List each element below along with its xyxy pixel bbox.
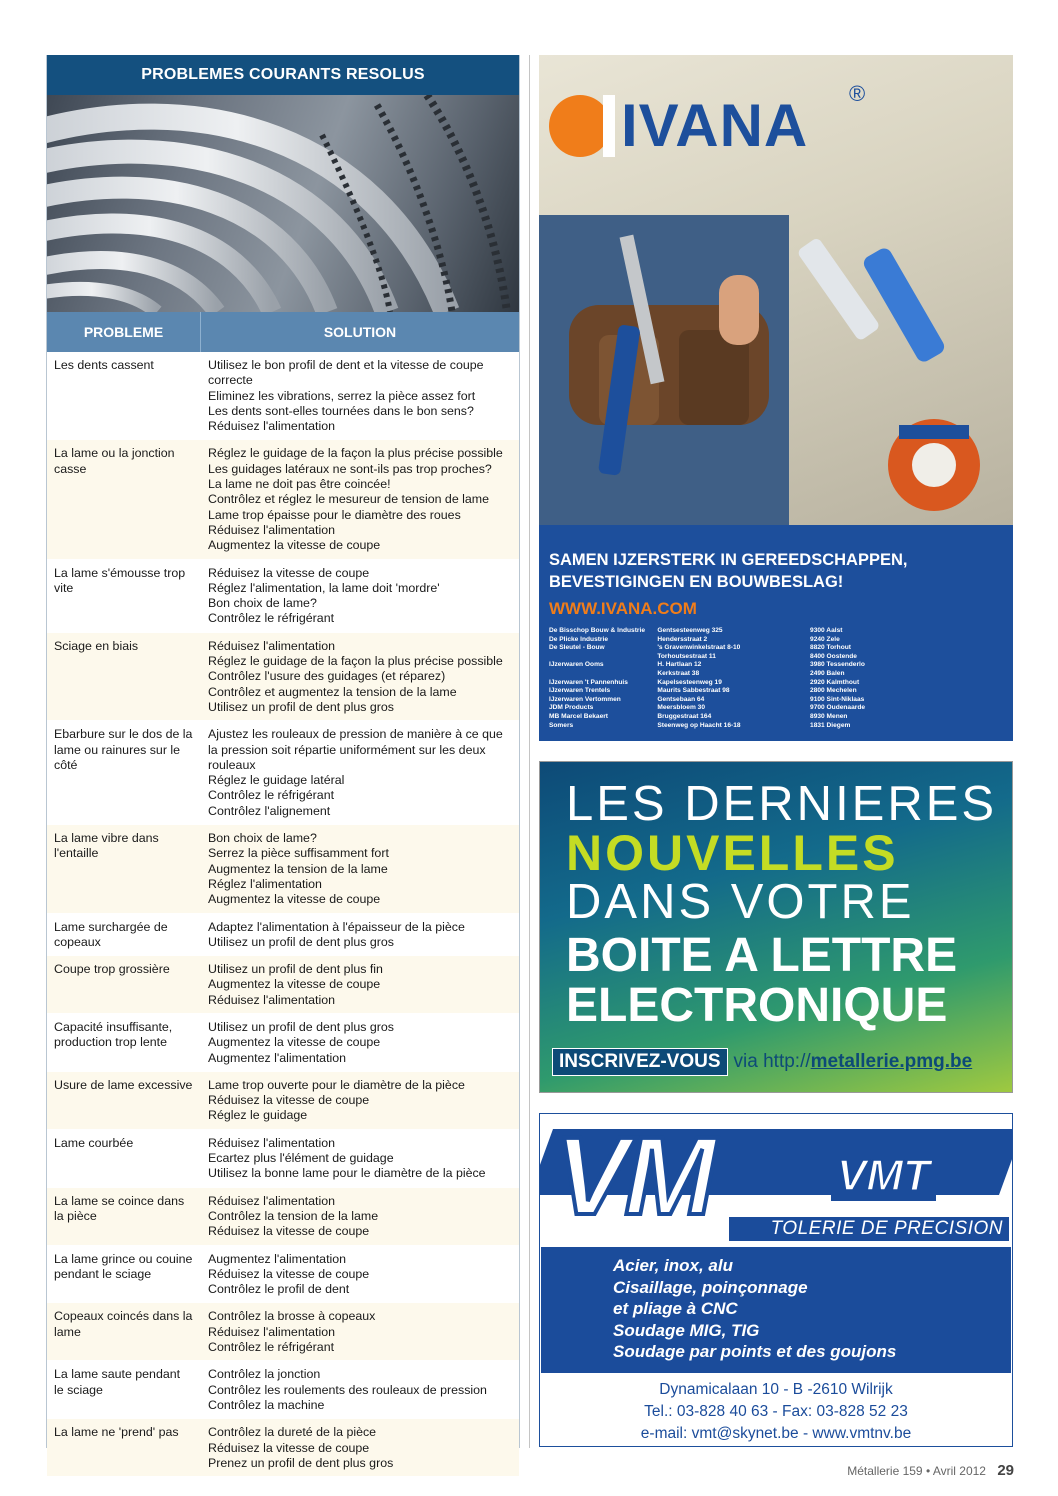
problem-text: la pièce <box>54 1208 97 1223</box>
dealer-name: Somers <box>549 721 574 729</box>
solution-text: Contrôlez le réfrigérant <box>208 611 335 626</box>
solution-text: Utilisez un profil de dent plus gros <box>208 1019 394 1034</box>
solution-text: Augmentez l'alimentation <box>208 1251 347 1266</box>
solution-text: Bon choix de lame? <box>208 831 317 846</box>
solution-text: correcte <box>208 373 253 388</box>
table-row <box>47 956 519 1014</box>
newsletter-signup <box>552 1048 972 1076</box>
dealer-street: Kerkstraat 38 <box>657 669 700 677</box>
problem-text: vite <box>54 580 74 595</box>
ivana-slogan-line-1: SAMEN IJZERSTERK IN GEREEDSCHAPPEN, <box>549 551 908 569</box>
dealer-row <box>549 653 879 662</box>
dealer-street: Steenweg op Haacht 16-18 <box>657 721 741 729</box>
problem-text: La lame s'émousse trop <box>54 565 186 580</box>
solution-text: Réduisez l'alimentation <box>208 638 336 653</box>
ivana-logo-circle-icon <box>549 95 611 157</box>
subscribe-button[interactable]: INSCRIVEZ-VOUS <box>552 1048 728 1076</box>
solution-text: Les guidages latéraux ne sont-ils pas trop proches? <box>208 461 492 476</box>
solution-text: Eliminez les vibrations, serrez la pièce assez fort <box>208 388 476 403</box>
vmt-services <box>541 1247 1011 1373</box>
solution-text: Contrôlez le profil de dent <box>208 1282 350 1297</box>
problem-text: La lame ne 'prend' pas <box>54 1425 179 1440</box>
dealer-city: 8930 Menen <box>810 712 848 720</box>
solution-text: Bon choix de lame? <box>208 596 317 611</box>
vmt-service-line: Soudage MIG, TIG <box>613 1320 760 1340</box>
problem-cell <box>47 639 201 715</box>
solution-text: Réduisez la vitesse de coupe <box>208 1440 370 1455</box>
dealer-street: Kapelsesteenweg 19 <box>657 678 722 686</box>
dealer-row <box>549 627 879 636</box>
solution-text: Réduisez l'alimentation <box>208 1324 336 1339</box>
solution-text: Utilisez le bon profil de dent et la vitesse de coupe <box>208 358 484 372</box>
dealer-name: De Bisschop Bouw & Industrie <box>549 627 645 634</box>
solution-text: Ecartez plus l'élément de guidage <box>208 1151 394 1166</box>
vmt-advertisement <box>539 1113 1013 1447</box>
dealer-name: IJzerwaren 't Pannenhuis <box>549 678 628 686</box>
problem-cell <box>47 358 201 434</box>
table-body <box>47 352 519 1477</box>
solution-cell <box>201 1367 519 1413</box>
problem-text: Ebarbure sur le dos de la <box>54 727 193 742</box>
dealer-street: Torhoutsestraat 11 <box>657 652 716 660</box>
table-header-row <box>47 312 519 352</box>
solution-cell <box>201 831 519 907</box>
vmt-logo-small: VMT <box>831 1151 936 1201</box>
table-row <box>47 914 519 957</box>
problem-text: Sciage en biais <box>54 638 139 653</box>
problem-cell <box>47 920 201 951</box>
solution-text: la pression soit répartie uniformément sur les deux <box>208 742 486 757</box>
blades-illustration <box>47 95 519 312</box>
ivana-advertisement <box>539 55 1013 741</box>
vmt-tagline: TOLERIE DE PRECISION <box>729 1217 1009 1241</box>
ivana-slogan <box>549 549 907 593</box>
solution-text: Adaptez l'alimentation à l'épaisseur de la pièce <box>208 919 465 934</box>
dealer-city: 2490 Balen <box>810 669 845 677</box>
solution-text: Réduisez la vitesse de coupe <box>208 565 370 580</box>
solution-text: Prenez un profil de dent plus gros <box>208 1455 394 1470</box>
problem-cell <box>47 446 201 553</box>
problem-text: copeaux <box>54 934 101 949</box>
solution-cell <box>201 446 519 553</box>
problem-cell <box>47 1367 201 1413</box>
dealer-city: 9240 Zele <box>810 635 840 643</box>
dealer-city: 8820 Torhout <box>810 644 851 652</box>
solution-cell <box>201 1020 519 1066</box>
dealer-street: Hendersstraat 2 <box>657 635 708 643</box>
dealer-city: 2920 Kalmthout <box>810 678 860 686</box>
problem-text: casse <box>54 461 87 476</box>
column-header-problem: PROBLEME <box>47 312 201 352</box>
table-row <box>47 1246 519 1304</box>
table-row <box>47 440 519 559</box>
problem-text: Copeaux coincés dans la <box>54 1309 193 1324</box>
table-row <box>47 560 519 633</box>
solution-text: Réglez le guidage latéral <box>208 773 345 788</box>
solution-text: Lame trop épaisse pour le diamètre des roues <box>208 507 461 522</box>
solution-cell <box>201 920 519 951</box>
problem-text: côté <box>54 757 78 772</box>
solution-text: Réduisez l'alimentation <box>208 992 336 1007</box>
solution-text: Contrôlez la machine <box>208 1397 325 1412</box>
solution-cell <box>201 727 519 819</box>
solution-text: Contrôlez la jonction <box>208 1367 321 1382</box>
solution-text: Réduisez la vitesse de coupe <box>208 1093 370 1108</box>
vmt-phone: Tel.: 03-828 40 63 - Fax: 03-828 52 23 <box>644 1403 908 1420</box>
solution-text: Ajustez les rouleaux de pression de manière à ce que <box>208 727 503 742</box>
table-row <box>47 1188 519 1246</box>
dealer-name: MB Marcel Bekaert <box>549 712 609 720</box>
solution-text: La lame ne doit pas être coincée! <box>208 477 391 492</box>
dealer-city: 9300 Aalst <box>810 627 843 634</box>
solution-cell <box>201 639 519 715</box>
newsletter-advertisement <box>539 761 1013 1093</box>
solution-cell <box>201 1078 519 1124</box>
dealer-name <box>549 670 657 679</box>
newsletter-line-4: BOITE A LETTRE <box>566 929 958 982</box>
problem-cell <box>47 1425 201 1471</box>
dealer-row <box>549 704 879 713</box>
problem-cell <box>47 1136 201 1182</box>
solution-text: Utilisez un profil de dent plus fin <box>208 962 383 977</box>
signup-via-text: via http:// <box>733 1051 811 1072</box>
solution-text: Contrôlez l'alignement <box>208 803 331 818</box>
vmt-service-line: Cisaillage, poinçonnage <box>613 1277 808 1297</box>
table-row <box>47 1072 519 1130</box>
solution-cell <box>201 1252 519 1298</box>
problem-cell <box>47 962 201 1008</box>
solution-cell <box>201 358 519 434</box>
solution-text: Serrez la pièce suffisamment fort <box>208 846 389 861</box>
problem-cell <box>47 1309 201 1355</box>
ivana-brand: IVANA <box>621 92 809 159</box>
solution-text: Réduisez la vitesse de coupe <box>208 1266 370 1281</box>
solution-text: Réduisez l'alimentation <box>208 1193 336 1208</box>
dealer-row <box>549 644 879 653</box>
dealer-row <box>549 636 879 645</box>
table-row <box>47 1303 519 1361</box>
problem-text: le sciage <box>54 1382 103 1397</box>
dealer-street: Gentsesteenweg 325 <box>657 627 723 634</box>
vmt-service-line: Acier, inox, alu <box>613 1256 733 1275</box>
solution-text: Réduisez la vitesse de coupe <box>208 1224 370 1239</box>
dealer-row <box>549 696 879 705</box>
vmt-logo-area <box>541 1115 1011 1247</box>
problem-text: La lame ou la jonction <box>54 446 175 461</box>
solution-text: Réglez le guidage <box>208 1108 308 1123</box>
dealer-name: De Sleutel - Bouw <box>549 644 605 652</box>
table-row <box>47 1419 519 1477</box>
column-divider <box>529 55 530 1448</box>
solution-text: Augmentez la tension de la lame <box>208 861 388 876</box>
solution-text: Contrôlez et réglez le mesureur de tension de lame <box>208 492 490 507</box>
problem-text: l'entaille <box>54 846 99 861</box>
solution-text: Utilisez un profil de dent plus gros <box>208 934 394 949</box>
problem-cell <box>47 566 201 627</box>
ivana-dealer-list <box>549 627 879 730</box>
dealer-row <box>549 679 879 688</box>
problem-text: lame ou rainures sur le <box>54 742 181 757</box>
table-row <box>47 1014 519 1072</box>
newsletter-line-5: ELECTRONIQUE <box>566 979 948 1032</box>
solution-text: Augmentez la vitesse de coupe <box>208 977 381 992</box>
solution-text: Contrôlez et augmentez la tension de la lame <box>208 684 457 699</box>
solution-text: Augmentez la vitesse de coupe <box>208 1035 381 1050</box>
dealer-street: Bruggestraat 164 <box>657 712 712 720</box>
dealer-street: 's Gravenwinkelstraat 8-10 <box>657 644 741 652</box>
vmt-logo-large: VM <box>555 1115 712 1238</box>
dealer-name: De Plicke Industrie <box>549 635 608 643</box>
problem-text: La lame vibre dans <box>54 831 159 846</box>
solution-text: Les dents sont-elles tournées dans le bon sens? <box>208 403 474 418</box>
dealer-row <box>549 713 879 722</box>
dealer-name <box>549 653 657 662</box>
solution-text: Contrôlez la dureté de la pièce <box>208 1425 377 1440</box>
column-header-solution: SOLUTION <box>323 324 397 340</box>
problem-cell <box>47 1078 201 1124</box>
troubleshooting-table <box>46 55 520 1470</box>
problem-text: Lame surchargée de <box>54 919 168 934</box>
page-number: 29 <box>997 1462 1014 1479</box>
dealer-name: IJzerwaren Ooms <box>549 661 604 669</box>
dealer-street: Gentsebaan 64 <box>657 695 705 703</box>
problem-text: lame <box>54 1324 81 1339</box>
problem-text: La lame saute pendant <box>54 1367 181 1382</box>
vmt-service-line: Soudage par points et des goujons <box>613 1342 897 1361</box>
problem-text: Coupe trop grossière <box>54 962 170 977</box>
problem-text: pendant le sciage <box>54 1266 152 1281</box>
vmt-email[interactable]: e-mail: vmt@skynet.be - www.vmtnv.be <box>640 1425 912 1442</box>
table-row <box>47 1361 519 1419</box>
worker-toolbelt-illustration <box>539 215 1013 525</box>
newsletter-line-1: LES DERNIERES <box>566 777 998 831</box>
problem-cell <box>47 1252 201 1298</box>
dealer-city: 3980 Tessenderlo <box>810 661 865 669</box>
solution-cell <box>201 1309 519 1355</box>
problem-text: Usure de lame excessive <box>54 1077 193 1092</box>
issue-label: Métallerie 159 • Avril 2012 <box>847 1464 986 1478</box>
problem-cell <box>47 831 201 907</box>
solution-text: Contrôlez les roulements des rouleaux de pression <box>208 1382 487 1397</box>
ivana-slogan-line-2: BEVESTIGINGEN EN BOUWBESLAG! <box>549 573 844 591</box>
problem-text: Capacité insuffisante, <box>54 1019 173 1034</box>
solution-text: Réglez l'alimentation <box>208 876 322 891</box>
solution-text: Augmentez l'alimentation <box>208 1050 347 1065</box>
solution-cell <box>201 962 519 1008</box>
solution-text: Réglez le guidage de la façon la plus précise possible <box>208 446 503 461</box>
dealer-city: 9100 Sint-Niklaas <box>810 695 865 703</box>
dealer-street: Meersbloem 30 <box>657 704 706 712</box>
bandsaw-blades-photo <box>47 95 519 312</box>
dealer-name: IJzerwaren Vertommen <box>549 695 621 703</box>
dealer-row <box>549 687 879 696</box>
solution-cell <box>201 1194 519 1240</box>
solution-text: Lame trop ouverte pour le diamètre de la pièce <box>208 1077 465 1092</box>
dealer-city: 2800 Mechelen <box>810 687 857 695</box>
problem-text: La lame grince ou couine <box>54 1251 193 1266</box>
solution-cell <box>201 566 519 627</box>
problem-text: Lame courbée <box>54 1135 134 1150</box>
solution-cell <box>201 1136 519 1182</box>
dealer-row <box>549 661 879 670</box>
dealer-city: 1831 Diegem <box>810 721 851 729</box>
dealer-city: 9700 Oudenaarde <box>810 704 866 712</box>
registered-mark: ® <box>849 81 866 106</box>
solution-text: Réglez l'alimentation, la lame doit 'mordre' <box>208 580 440 595</box>
solution-text: Réduisez l'alimentation <box>208 1135 336 1150</box>
newsletter-line-3: DANS VOTRE <box>566 875 915 929</box>
table-row <box>47 721 519 825</box>
solution-text: Augmentez la vitesse de coupe <box>208 892 381 907</box>
solution-text: Contrôlez le réfrigérant <box>208 788 335 803</box>
solution-text: Contrôlez la tension de la lame <box>208 1208 379 1223</box>
vmt-contact <box>541 1376 1011 1445</box>
table-row <box>47 633 519 721</box>
solution-cell <box>201 1425 519 1471</box>
newsletter-line-2: NOUVELLES <box>566 825 899 881</box>
vmt-address: Dynamicalaan 10 - B -2610 Wilrijk <box>659 1381 893 1398</box>
solution-text: rouleaux <box>208 757 256 772</box>
vmt-service-line: et pliage à CNC <box>613 1299 738 1318</box>
dealer-city: 8400 Oostende <box>810 652 857 660</box>
dealer-street: Maurits Sabbestraat 98 <box>657 687 730 695</box>
ivana-logo <box>549 81 866 160</box>
signup-link[interactable]: metallerie.pmg.be <box>810 1051 973 1072</box>
solution-text: Augmentez la vitesse de coupe <box>208 538 381 553</box>
ivana-website[interactable]: WWW.IVANA.COM <box>549 599 697 618</box>
table-title: PROBLEMES COURANTS RESOLUS <box>47 55 519 95</box>
solution-text: Contrôlez l'usure des guidages (et réparez) <box>208 669 446 684</box>
dealer-name: JDM Products <box>549 704 594 712</box>
solution-text: Réduisez l'alimentation <box>208 522 336 537</box>
solution-text: Réglez le guidage de la façon la plus précise possible <box>208 654 503 669</box>
page-footer <box>847 1462 1014 1479</box>
dealer-row <box>549 670 879 679</box>
dealer-name: IJzerwaren Trentels <box>549 687 611 695</box>
table-row <box>47 352 519 440</box>
problem-cell <box>47 1020 201 1066</box>
dealer-row <box>549 722 879 731</box>
dealer-street: H. Hartlaan 12 <box>657 661 702 669</box>
solution-text: Utilisez un profil de dent plus gros <box>208 699 394 714</box>
table-row <box>47 1130 519 1188</box>
problem-text: production trop lente <box>54 1035 167 1050</box>
solution-text: Contrôlez le réfrigérant <box>208 1340 335 1355</box>
problem-text: La lame se coince dans <box>54 1193 185 1208</box>
problem-text: Les dents cassent <box>54 358 154 372</box>
solution-text: Réduisez l'alimentation <box>208 419 336 434</box>
solution-text: Contrôlez la brosse à copeaux <box>208 1309 376 1324</box>
solution-text: Utilisez la bonne lame pour le diamètre de la pièce <box>208 1166 486 1181</box>
problem-cell <box>47 727 201 819</box>
problem-cell <box>47 1194 201 1240</box>
table-row <box>47 825 519 913</box>
